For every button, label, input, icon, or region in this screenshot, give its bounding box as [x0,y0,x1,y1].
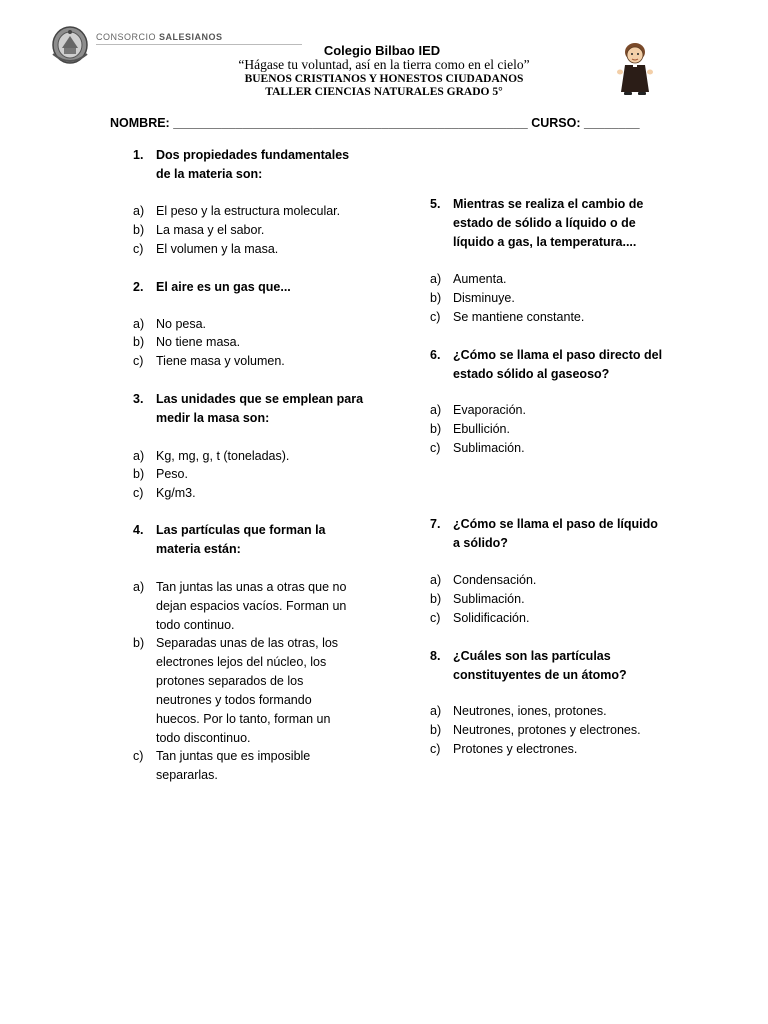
question-text: materia están: [156,542,241,556]
option-text: huecos. Por lo tanto, forman un [156,712,331,726]
option-letter: c) [133,354,144,368]
option-text: Tan juntas las unas a otras que no [156,580,347,594]
option-letter: b) [430,291,442,305]
workshop-title: TALLER CIENCIAS NATURALES GRADO 5° [265,86,503,98]
option-letter: a) [133,204,145,218]
option-letter: b) [430,723,442,737]
option-text: Peso. [156,467,188,481]
question-text: Las partículas que forman la [156,523,326,537]
option-letter: c) [430,441,441,455]
option-letter: a) [430,403,442,417]
option-letter: b) [133,223,145,237]
option-letter: a) [430,272,442,286]
option-letter: b) [430,422,442,436]
question-text: El aire es un gas que... [156,280,291,294]
question-text: ¿Cuáles son las partículas [453,649,611,663]
question-text: líquido a gas, la temperatura.... [453,235,637,249]
question-text: estado de sólido a líquido o de [453,216,636,230]
option-text: todo discontinuo. [156,731,251,745]
option-text: Solidificación. [453,611,530,625]
option-letter: a) [133,449,145,463]
question-number: 4. [133,523,144,537]
option-letter: b) [430,592,442,606]
question-number: 8. [430,649,441,663]
consortium-label [96,32,223,42]
option-letter: a) [133,580,145,594]
option-text: Condensación. [453,573,537,587]
question-number: 1. [133,148,144,162]
option-text: Sublimación. [453,441,525,455]
consortium-bold: SALESIANOS [159,32,223,42]
option-text: todo continuo. [156,618,235,632]
option-text: La masa y el sabor. [156,223,265,237]
option-text: neutrones y todos formando [156,693,312,707]
question-number: 5. [430,197,441,211]
option-text: Evaporación. [453,403,526,417]
option-text: Tiene masa y volumen. [156,354,285,368]
school-tagline: BUENOS CRISTIANOS Y HONESTOS CIUDADANOS [244,73,524,85]
option-text: El volumen y la masa. [156,242,279,256]
option-letter: c) [133,242,144,256]
question-text: constituyentes de un átomo? [453,668,627,682]
option-letter: b) [133,335,145,349]
question-number: 2. [133,280,144,294]
option-letter: a) [430,704,442,718]
option-text: Neutrones, iones, protones. [453,704,607,718]
option-letter: b) [133,636,145,650]
option-text: Tan juntas que es imposible [156,749,311,763]
school-motto: “Hágase tu voluntad, así en la tierra como en el cielo” [238,57,530,72]
option-letter: a) [430,573,442,587]
option-text: Neutrones, protones y electrones. [453,723,641,737]
option-letter: c) [430,742,441,756]
option-text: Kg/m3. [156,486,196,500]
option-letter: c) [430,611,441,625]
option-text: protones separados de los [156,674,304,688]
question-text: ¿Cómo se llama el paso de líquido [453,517,658,531]
option-text: Disminuye. [453,291,515,305]
option-text: No tiene masa. [156,335,241,349]
question-text: Dos propiedades fundamentales [156,148,350,162]
option-letter: c) [430,310,441,324]
question-number: 3. [133,392,144,406]
question-text: Las unidades que se emplean para [156,392,364,406]
option-text: Ebullición. [453,422,510,436]
question-text: estado sólido al gaseoso? [453,367,610,381]
option-text: dejan espacios vacíos. Forman un [156,599,347,613]
option-text: Kg, mg, g, t (toneladas). [156,449,290,463]
question-text: ¿Cómo se llama el paso directo del [453,348,663,362]
consortium-prefix: CONSORCIO [96,32,157,42]
option-letter: c) [133,749,144,763]
option-text: Aumenta. [453,272,507,286]
question-text: medir la masa son: [156,411,270,425]
option-letter: b) [133,467,145,481]
option-letter: c) [133,486,144,500]
question-text: de la materia son: [156,167,263,181]
option-letter: a) [133,317,145,331]
question-number: 6. [430,348,441,362]
option-text: Separadas unas de las otras, los [156,636,339,650]
question-text: a sólido? [453,536,508,550]
name-course-line: NOMBRE: ___________________________________________________ CURSO: ________ [110,116,640,130]
question-text: Mientras se realiza el cambio de [453,197,644,211]
school-name: Colegio Bilbao IED [323,43,441,58]
option-text: separarlas. [156,768,218,782]
option-text: electrones lejos del núcleo, los [156,655,327,669]
option-text: El peso y la estructura molecular. [156,204,341,218]
option-text: No pesa. [156,317,207,331]
question-number: 7. [430,517,441,531]
option-text: Protones y electrones. [453,742,578,756]
option-text: Sublimación. [453,592,525,606]
option-text: Se mantiene constante. [453,310,585,324]
